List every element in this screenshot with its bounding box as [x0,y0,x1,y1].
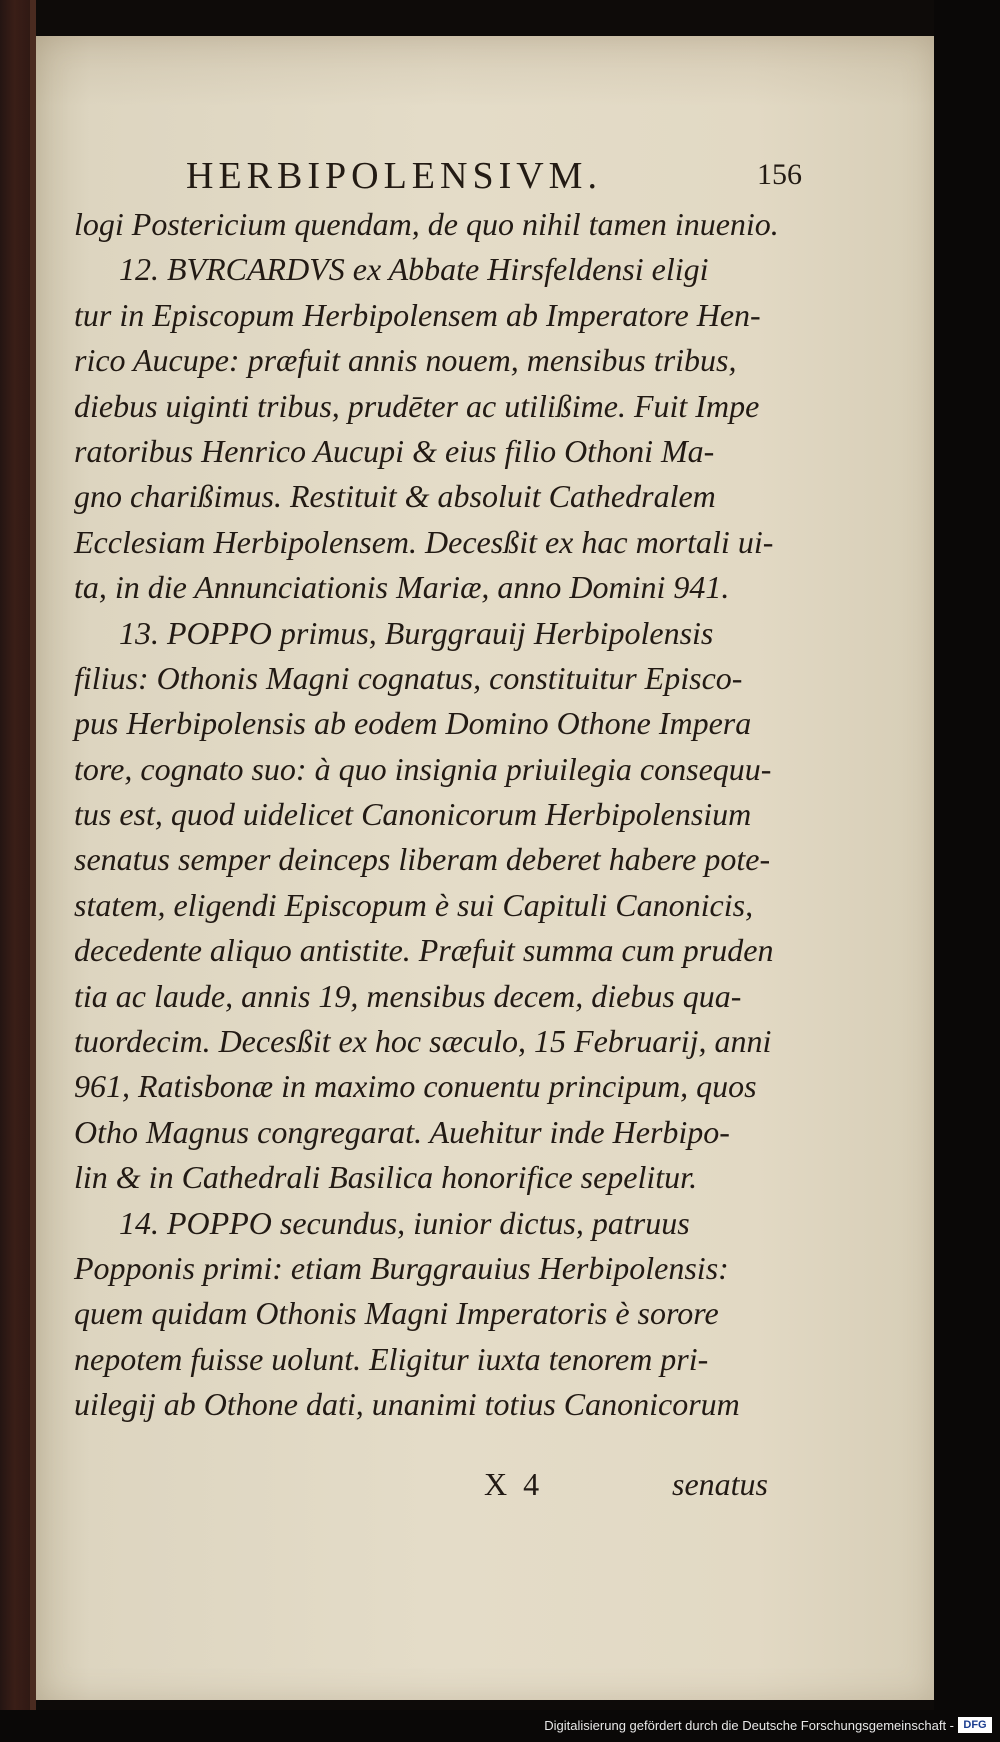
text-line: decedente aliquo antistite. Præfuit summa cum pruden [74,932,774,969]
text-line: lin & in Cathedrali Basilica honorifice sepelitur. [74,1159,698,1196]
funding-credit: Digitalisierung gefördert durch die Deutsche Forschungsgemeinschaft - [544,1718,954,1733]
body-text [74,202,854,1428]
text-line: uilegij ab Othone dati, unanimi totius Canonicorum [74,1386,740,1423]
text-line: 14. POPPO secundus, iunior dictus, patruus [119,1204,690,1241]
running-head [36,154,934,204]
text-line: ta, in die Annunciationis Mariæ, anno Domini 941. [74,569,730,606]
signature-mark: X 4 [484,1466,544,1502]
text-line: quem quidam Othonis Magni Imperatoris è sorore [74,1295,719,1332]
text-line: pus Herbipolensis ab eodem Domino Othone Impera [74,705,752,742]
scan-background [934,0,1000,1710]
catchword: senatus [672,1466,768,1502]
text-line: tia ac laude, annis 19, mensibus decem, diebus qua- [74,977,742,1014]
text-line: 13. POPPO primus, Burggrauij Herbipolensis [119,614,714,651]
page-footer-line [36,1466,934,1512]
text-line: tore, cognato suo: à quo insignia priuilegia consequu- [74,750,772,787]
text-line: senatus semper deinceps liberam deberet habere pote- [74,841,771,878]
text-line: 961, Ratisbonæ in maximo conuentu principum, quos [74,1068,757,1105]
text-line: Ecclesiam Herbipolensem. Decesßit ex hac mortali ui- [74,523,774,560]
running-head-title: HERBIPOLENSIVM. [186,155,602,197]
text-line: tus est, quod uidelicet Canonicorum Herbipolensium [74,796,752,833]
text-line: logi Postericium quendam, de quo nihil tamen inuenio. [74,206,779,242]
book-spine-edge [0,0,36,1742]
text-line: gno charißimus. Restituit & absoluit Cathedralem [74,478,716,515]
text-line: tur in Episcopum Herbipolensem ab Imperatore Hen- [74,296,761,333]
text-line: Popponis primi: etiam Burggrauius Herbipolensis: [74,1249,729,1286]
text-line: statem, eligendi Episcopum è sui Capituli Canonicis, [74,886,754,923]
text-line: 12. BVRCARDVS ex Abbate Hirsfeldensi eligi [119,251,709,288]
text-line: diebus uiginti tribus, prudēter ac utilißime. Fuit Impe [74,387,760,424]
text-line: tuordecim. Decesßit ex hoc sæculo, 15 Februarij, anni [74,1023,772,1060]
text-line: rico Aucupe: præfuit annis nouem, mensibus tribus, [74,342,737,379]
book-page [36,36,934,1700]
text-line: ratoribus Henrico Aucupi & eius filio Othoni Ma- [74,432,715,469]
dfg-logo: DFG [958,1717,992,1733]
text-line: nepotem fuisse uolunt. Eligitur iuxta tenorem pri- [74,1340,709,1377]
digitization-footer [0,1710,1000,1742]
text-line: filius: Othonis Magni cognatus, constituitur Episco- [74,659,743,696]
folio-number: 156 [757,158,802,191]
text-line: Otho Magnus congregarat. Auehitur inde Herbipo- [74,1113,730,1150]
